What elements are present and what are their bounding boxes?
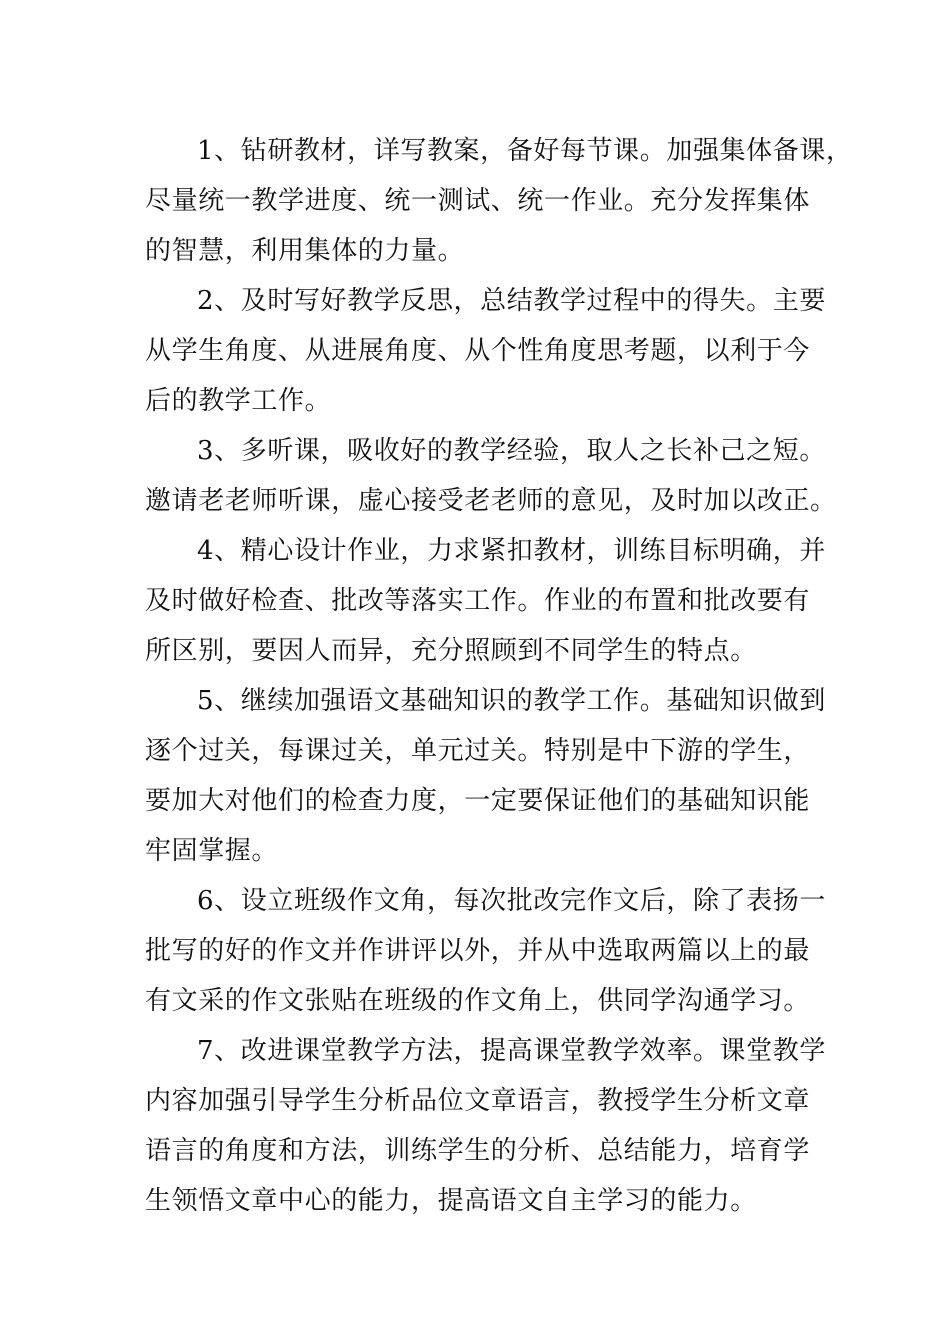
paragraph-3 [145,426,837,526]
paragraph-6 [145,876,826,1026]
paragraph-line: 有文采的作文张贴在班级的作文角上，供同学沟通学习。 [145,986,811,1016]
paragraph-line: 生领悟文章中心的能力，提高语文自主学习的能力。 [145,1186,757,1216]
paragraph-4 [145,526,826,676]
paragraph-1 [145,126,853,276]
paragraph-line: 2、及时写好教学反思，总结教学过程中的得失。主要 [197,286,826,316]
paragraph-2 [145,276,826,426]
paragraph-line: 3、多听课，吸收好的教学经验，取人之长补己之短。 [197,436,826,466]
paragraph-line: 及时做好检查、批改等落实工作。作业的布置和批改要有 [145,586,811,616]
paragraph-line: 要加大对他们的检查力度，一定要保证他们的基础知识能 [145,786,811,816]
paragraph-line: 尽量统一教学进度、统一测试、统一作业。充分发挥集体 [145,186,811,216]
paragraph-line: 后的教学工作。 [145,386,332,416]
paragraph-line: 5、继续加强语文基础知识的教学工作。基础知识做到 [197,686,826,716]
paragraph-line: 邀请老老师听课，虚心接受老老师的意见，及时加以改正。 [145,486,837,516]
paragraph-line: 6、设立班级作文角，每次批改完作文后，除了表扬一 [197,886,826,916]
paragraph-line: 所区别，要因人而异，充分照顾到不同学生的特点。 [145,636,757,666]
paragraph-line: 7、改进课堂教学方法，提高课堂教学效率。课堂教学 [197,1036,826,1066]
paragraph-line: 4、精心设计作业，力求紧扣教材，训练目标明确，并 [197,536,826,566]
paragraph-line: 牢固掌握。 [145,836,279,866]
paragraph-line: 内容加强引导学生分析品位文章语言，教授学生分析文章 [145,1086,811,1116]
paragraph-line: 的智慧，利用集体的力量。 [145,236,465,266]
paragraph-line: 批写的好的作文并作讲评以外，并从中选取两篇以上的最 [145,936,811,966]
paragraph-line: 语言的角度和方法，训练学生的分析、总结能力，培育学 [145,1136,811,1166]
paragraph-7 [145,1026,826,1226]
paragraph-line: 1、钻研教材，详写教案，备好每节课。加强集体备课， [197,136,853,166]
document-body [145,126,853,1226]
paragraph-line: 逐个过关，每课过关，单元过关。特别是中下游的学生， [145,736,811,766]
paragraph-5 [145,676,826,876]
paragraph-line: 从学生角度、从进展角度、从个性角度思考题，以利于今 [145,336,811,366]
